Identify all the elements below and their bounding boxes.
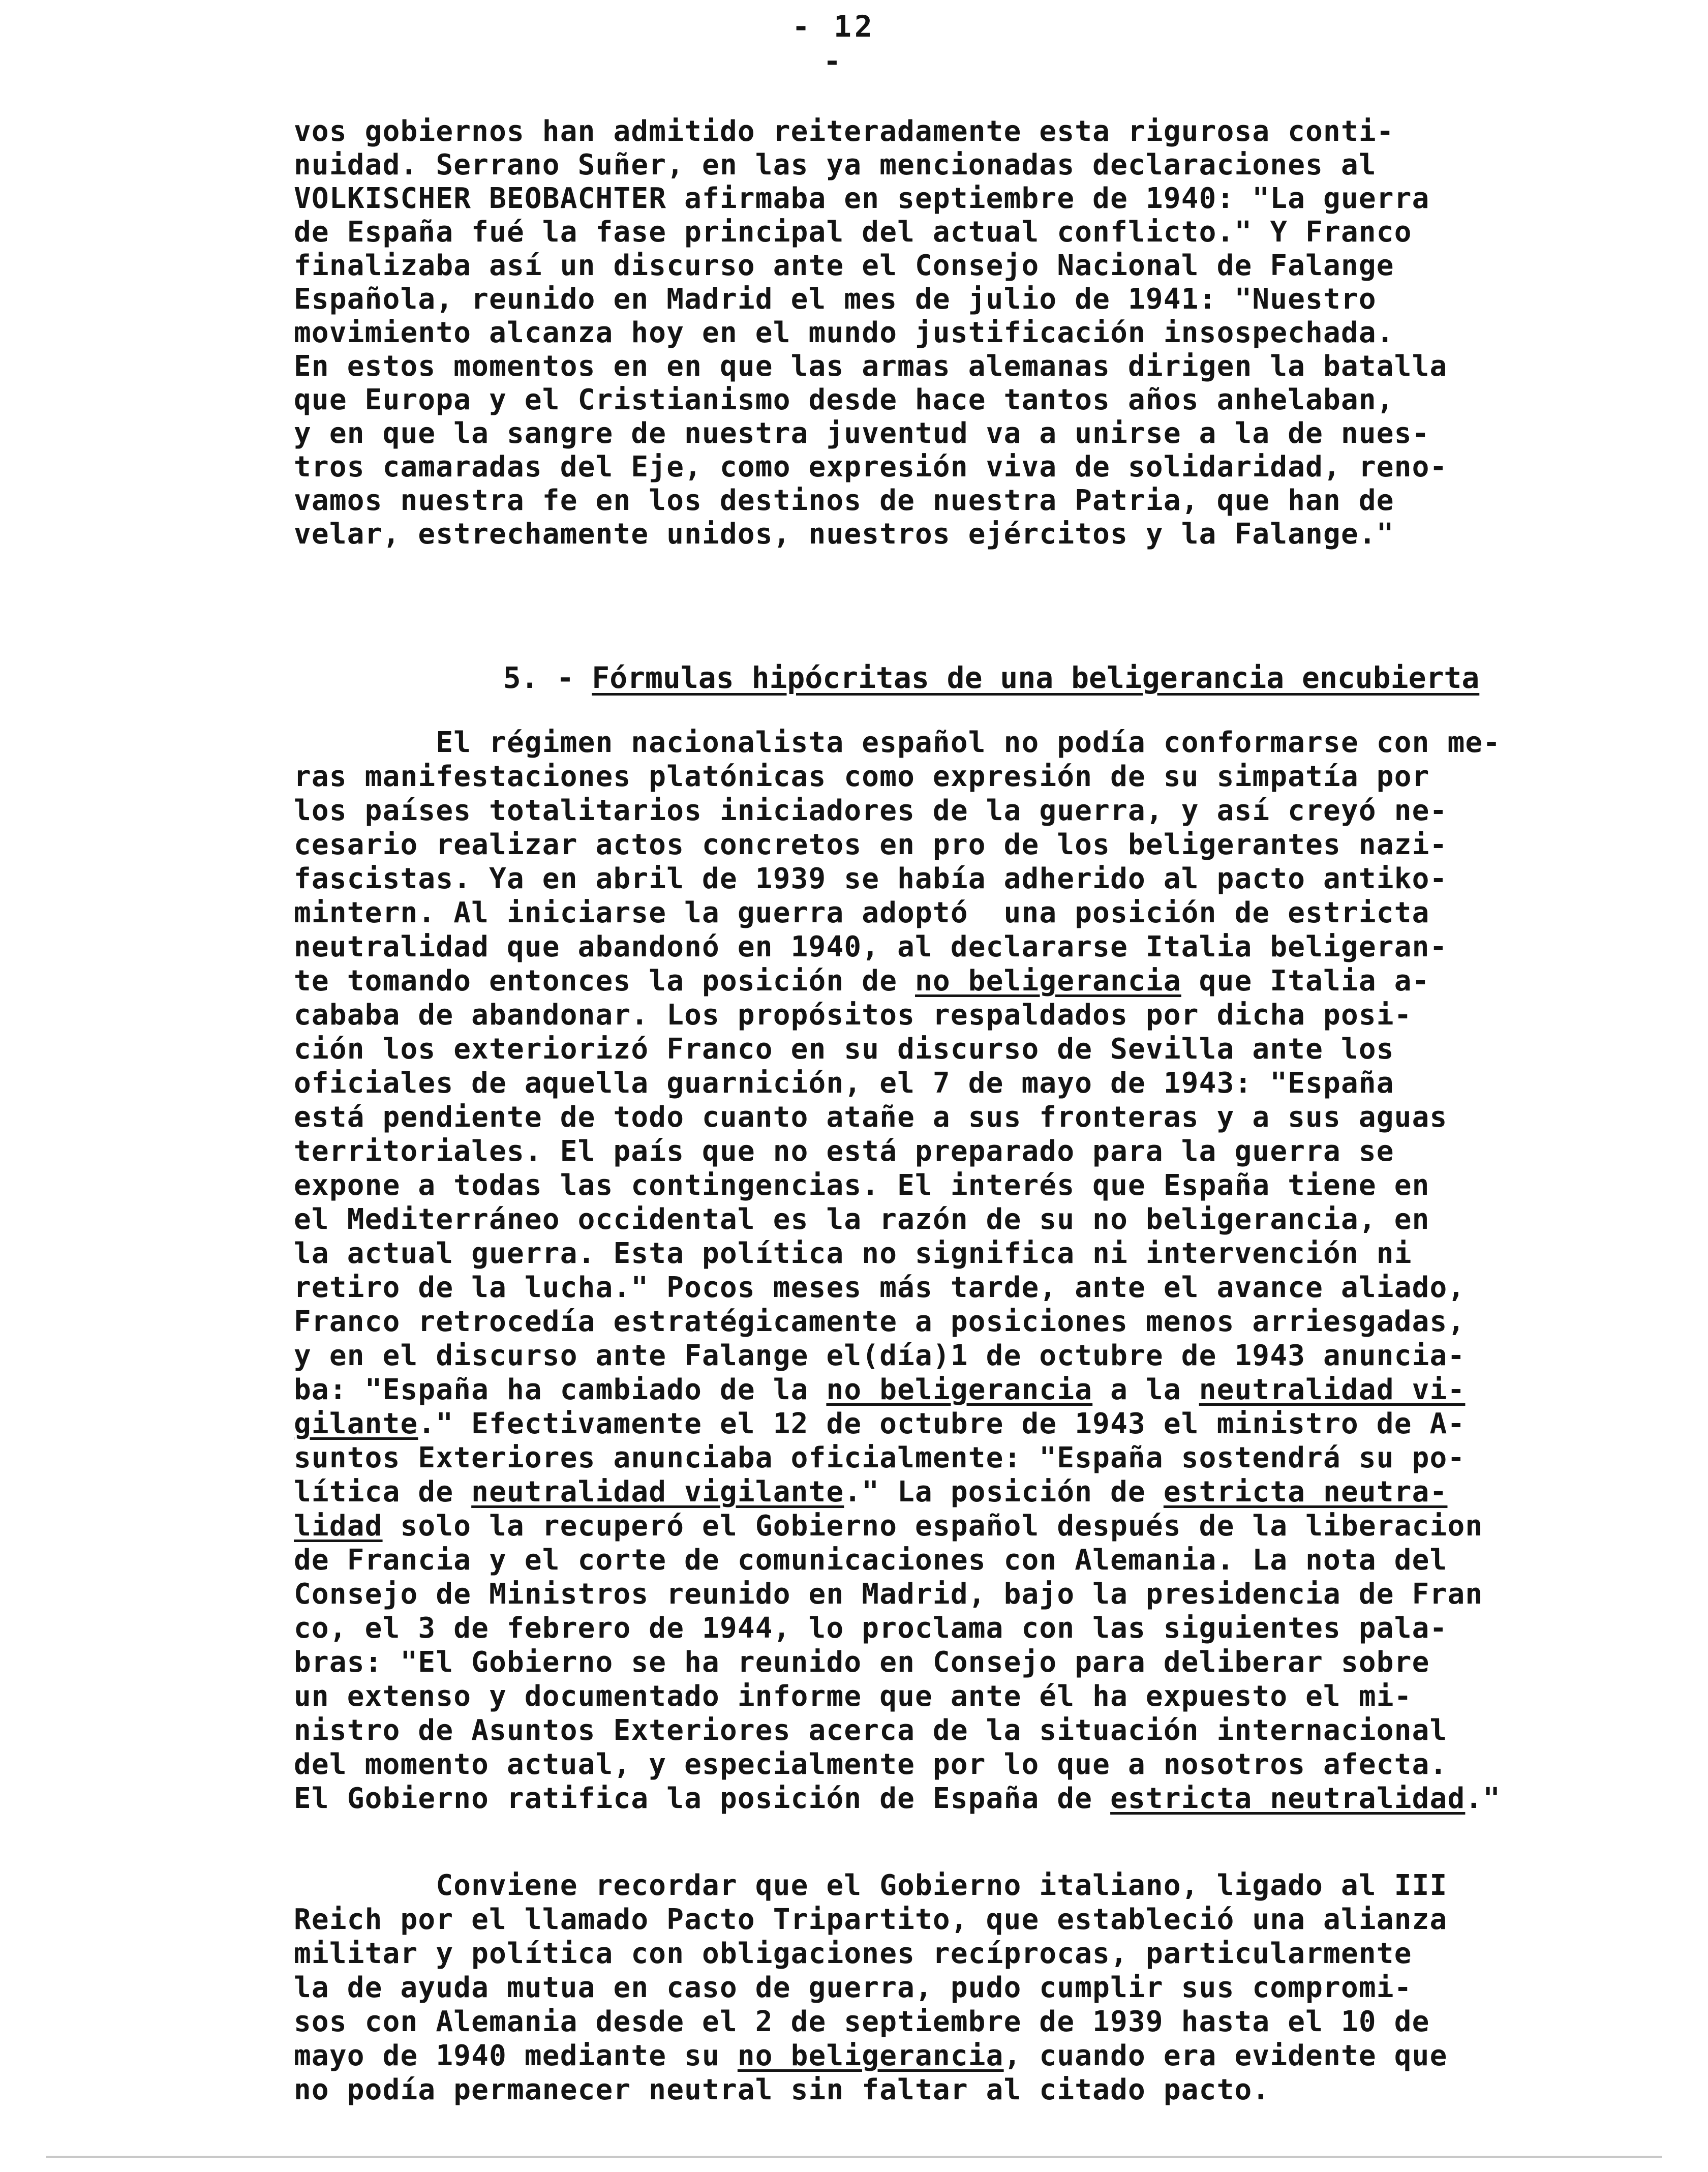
text-run: está pendiente de todo cuanto atañe a sus fronteras y a sus aguas bbox=[294, 1101, 1448, 1134]
text-run: mintern. Al iniciarse la guerra adoptó una posición de estricta bbox=[294, 896, 1430, 929]
text-line bbox=[294, 1441, 1465, 1475]
text-line bbox=[294, 999, 1412, 1032]
text-line bbox=[294, 1971, 1412, 2005]
text-line bbox=[294, 1782, 1501, 1816]
text-run: nistro de Asuntos Exteriores acerca de la situación internacional bbox=[294, 1714, 1448, 1747]
text-line bbox=[294, 1646, 1430, 1679]
text-run: no podía permanecer neutral sin faltar al citado pacto. bbox=[294, 2073, 1270, 2106]
text-line: de España fué la fase principal del actual conflicto." Y Franco bbox=[294, 216, 1412, 249]
text-run: cababa de abandonar. Los propósitos respaldados por dicha posi- bbox=[294, 999, 1412, 1032]
text-run: el Mediterráneo occidental es la razón de su no beligerancia, en bbox=[294, 1203, 1430, 1236]
text-line bbox=[294, 1680, 1412, 1713]
text-line bbox=[294, 1339, 1465, 1373]
text-line bbox=[294, 828, 1447, 862]
underlined-phrase: lidad bbox=[294, 1510, 383, 1543]
text-run: de Francia y el corte de comunicaciones con Alemania. La nota del bbox=[294, 1544, 1448, 1577]
text-line bbox=[294, 1748, 1447, 1782]
text-line bbox=[294, 930, 1447, 964]
text-run: , cuando era evidente que bbox=[1003, 2039, 1448, 2072]
text-line bbox=[294, 964, 1430, 998]
text-line bbox=[294, 1544, 1447, 1577]
text-line: tros camaradas del Eje, como expresión viva de solidaridad, reno- bbox=[294, 450, 1448, 484]
text-line bbox=[294, 1612, 1447, 1645]
text-run: neutralidad que abandonó en 1940, al declararse Italia beligeran- bbox=[294, 930, 1448, 963]
text-run: del momento actual, y especialmente por lo que a nosotros afecta. bbox=[294, 1748, 1448, 1781]
text-run: y en el discurso ante Falange el(día)1 de octubre de 1943 anuncia- bbox=[294, 1339, 1466, 1372]
text-line bbox=[294, 1033, 1394, 1066]
text-line bbox=[294, 1135, 1394, 1168]
text-run: Franco retrocedía estratégicamente a posiciones menos arriesgadas, bbox=[294, 1305, 1466, 1338]
text-line bbox=[294, 1305, 1465, 1339]
text-run: que Italia a- bbox=[1181, 964, 1430, 998]
text-run: ras manifestaciones platónicas como expresión de su simpatía por bbox=[294, 760, 1430, 793]
text-line bbox=[294, 1373, 1465, 1407]
text-line: vos gobiernos han admitido reiteradamente esta rigurosa conti- bbox=[294, 115, 1394, 148]
text-run: ." bbox=[1465, 1782, 1501, 1815]
text-line bbox=[294, 1903, 1447, 1937]
text-run: la de ayuda mutua en caso de guerra, pudo cumplir sus compromi- bbox=[294, 1971, 1412, 2004]
text-line bbox=[294, 1407, 1465, 1441]
page-number: - 12 - bbox=[792, 9, 875, 78]
text-line: VOLKISCHER BEOBACHTER afirmaba en septiembre de 1940: "La guerra bbox=[294, 182, 1430, 215]
section-heading bbox=[432, 624, 1480, 695]
text-run: El Gobierno ratifica la posición de España de bbox=[294, 1782, 1111, 1815]
page-bottom-edge bbox=[46, 2156, 1662, 2158]
text-run: suntos Exteriores anunciaba oficialmente: "España sostendrá su po- bbox=[294, 1441, 1466, 1474]
underlined-phrase: no beligerancia bbox=[737, 2039, 1004, 2072]
text-line bbox=[294, 726, 1501, 760]
text-line: vamos nuestra fe en los destinos de nuestra Patria, que han de bbox=[294, 484, 1394, 517]
underlined-phrase: neutralidad vi- bbox=[1199, 1373, 1466, 1406]
text-run: bras: "El Gobierno se ha reunido en Consejo para deliberar sobre bbox=[294, 1646, 1430, 1679]
text-line: velar, estrechamente unidos, nuestros ejércitos y la Falange." bbox=[294, 518, 1394, 551]
text-line bbox=[294, 1271, 1465, 1305]
text-line: que Europa y el Cristianismo desde hace tantos años anhelaban, bbox=[294, 383, 1394, 416]
text-line bbox=[294, 794, 1447, 828]
text-run: Conviene recordar que el Gobierno italiano, ligado al III bbox=[294, 1869, 1448, 1902]
underlined-phrase: estricta neutralidad bbox=[1110, 1782, 1466, 1815]
text-line bbox=[294, 896, 1430, 930]
text-line bbox=[294, 1714, 1447, 1747]
text-run: territoriales. El país que no está preparado para la guerra se bbox=[294, 1135, 1394, 1168]
text-run: los países totalitarios iniciadores de la guerra, y así creyó ne- bbox=[294, 794, 1448, 827]
text-line bbox=[294, 1203, 1430, 1236]
text-line bbox=[294, 760, 1430, 794]
underlined-phrase: neutralidad vigilante bbox=[471, 1475, 844, 1509]
text-run: ." La posición de bbox=[844, 1475, 1164, 1509]
text-line bbox=[294, 1937, 1412, 1971]
text-run: te tomando entonces la posición de bbox=[294, 964, 916, 998]
text-line bbox=[294, 1510, 1483, 1543]
text-line: y en que la sangre de nuestra juventud va a unirse a la de nues- bbox=[294, 417, 1430, 450]
text-line bbox=[294, 1169, 1430, 1202]
text-run: oficiales de aquella guarnición, el 7 de mayo de 1943: "España bbox=[294, 1067, 1394, 1100]
text-line bbox=[294, 2005, 1430, 2039]
text-run: solo la recuperó el Gobierno español después de la liberacion bbox=[382, 1510, 1483, 1543]
text-line: finalizaba así un discurso ante el Consejo Nacional de Falange bbox=[294, 249, 1394, 282]
section-number: 5. - bbox=[503, 660, 592, 695]
text-line bbox=[294, 1067, 1394, 1100]
underlined-phrase: gilante bbox=[294, 1407, 418, 1440]
text-run: Reich por el llamado Pacto Tripartito, que estableció una alianza bbox=[294, 1903, 1448, 1936]
text-run: co, el 3 de febrero de 1944, lo proclama con las siguientes pala- bbox=[294, 1612, 1448, 1645]
underlined-phrase: no beligerancia bbox=[826, 1373, 1093, 1406]
text-line bbox=[294, 1237, 1412, 1271]
text-run: retiro de la lucha." Pocos meses más tarde, ante el avance aliado, bbox=[294, 1271, 1466, 1304]
text-run: a la bbox=[1092, 1373, 1199, 1406]
text-run: Consejo de Ministros reunido en Madrid, bajo la presidencia de Fran bbox=[294, 1578, 1483, 1611]
text-line bbox=[294, 862, 1447, 896]
text-line: Española, reunido en Madrid el mes de julio de 1941: "Nuestro bbox=[294, 283, 1377, 316]
section-title: Fórmulas hipócritas de una beligerancia encubierta bbox=[592, 660, 1480, 695]
text-line: En estos momentos en en que las armas alemanas dirigen la batalla bbox=[294, 350, 1448, 383]
text-run: lítica de bbox=[294, 1475, 472, 1509]
text-run: militar y política con obligaciones recíprocas, particularmente bbox=[294, 1937, 1412, 1970]
text-run: ción los exteriorizó Franco en su discurso de Sevilla ante los bbox=[294, 1033, 1394, 1066]
text-run: un extenso y documentado informe que ante él ha expuesto el mi- bbox=[294, 1680, 1412, 1713]
text-run: cesario realizar actos concretos en pro de los beligerantes nazi- bbox=[294, 828, 1448, 861]
text-line bbox=[294, 2073, 1270, 2107]
text-line bbox=[294, 1869, 1447, 1903]
underlined-phrase: no beligerancia bbox=[915, 964, 1181, 998]
underlined-phrase: estricta neutra- bbox=[1163, 1475, 1448, 1509]
text-run: sos con Alemania desde el 2 de septiembre de 1939 hasta el 10 de bbox=[294, 2005, 1430, 2038]
text-run: ba: "España ha cambiado de la bbox=[294, 1373, 827, 1406]
text-line: nuidad. Serrano Suñer, en las ya mencionadas declaraciones al bbox=[294, 148, 1377, 182]
text-run: la actual guerra. Esta política no significa ni intervención ni bbox=[294, 1237, 1412, 1270]
text-run: expone a todas las contingencias. El interés que España tiene en bbox=[294, 1169, 1430, 1202]
text-run: mayo de 1940 mediante su bbox=[294, 2039, 738, 2072]
text-run: El régimen nacionalista español no podía conformarse con me- bbox=[294, 726, 1501, 759]
text-line: movimiento alcanza hoy en el mundo justificación insospechada. bbox=[294, 316, 1394, 349]
text-run: fascistas. Ya en abril de 1939 se había adherido al pacto antiko- bbox=[294, 862, 1448, 895]
text-line bbox=[294, 1101, 1447, 1134]
text-run: ." Efectivamente el 12 de octubre de 1943 el ministro de A- bbox=[418, 1407, 1466, 1440]
text-line bbox=[294, 1578, 1483, 1611]
text-line bbox=[294, 1475, 1447, 1509]
text-line bbox=[294, 2039, 1447, 2073]
